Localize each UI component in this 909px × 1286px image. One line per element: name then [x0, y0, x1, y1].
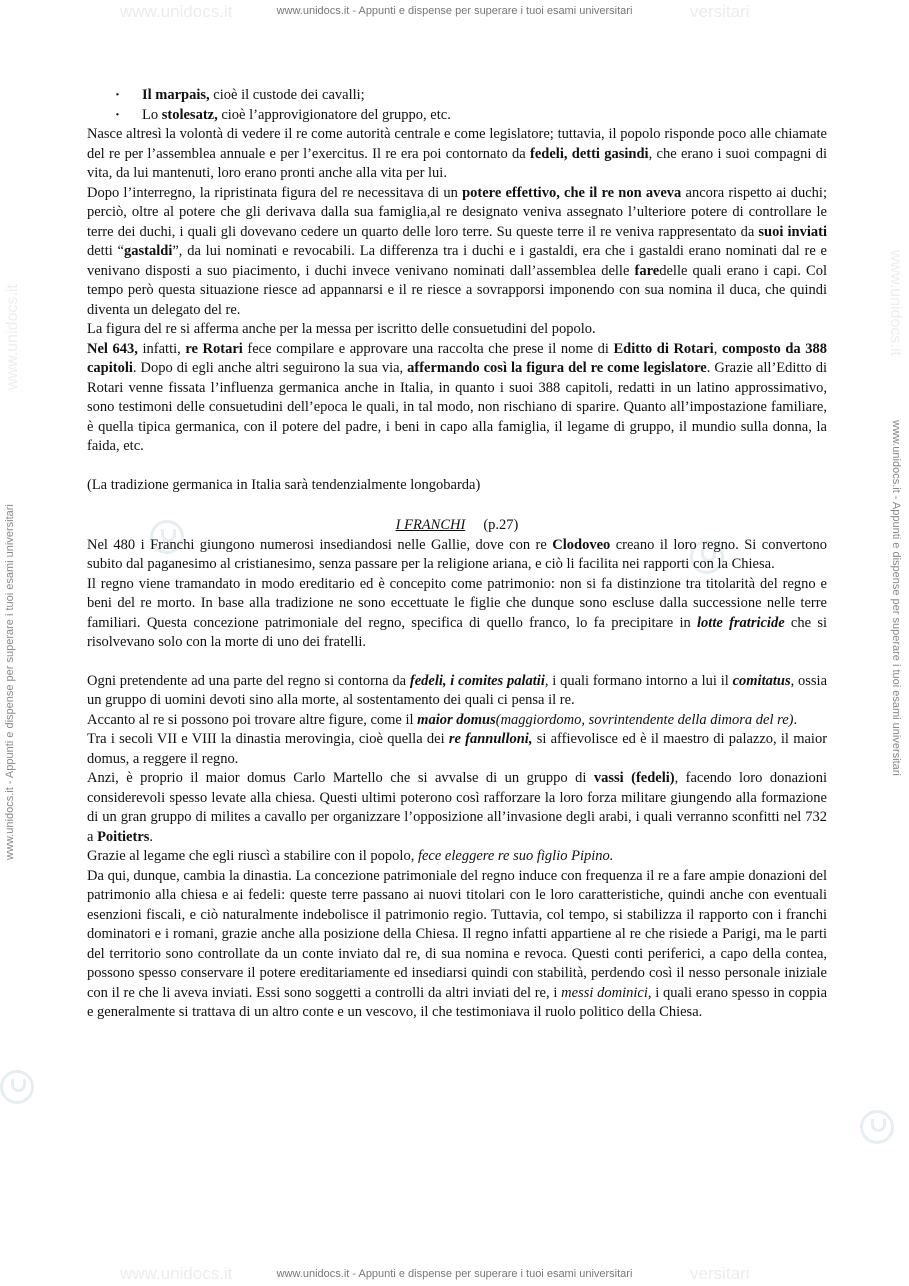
- paragraph: Ogni pretendente ad una parte del regno si contorna da fedeli, i comites palatii, i quali formano intorno a lui il comitatus, ossia un gruppo di uomini devoti sino alla morte, al sostentamento dei quali ci pensa il re.: [87, 672, 828, 708]
- paragraph: La figura del re si afferma anche per la messa per iscritto delle consuetudini del popolo.: [87, 321, 596, 337]
- paragraph: Da qui, dunque, cambia la dinastia. La concezione patrimoniale del regno induce con frequenza il re a fare ampie donazioni del patrimonio alla chiesa e ai fedeli: queste terre passano ai nuovi titolari con le loro caratteristiche, quindi anche con eventuali esenzioni fiscali, e ciò naturalmente indebolisce il patrimonio regio. Tuttavia, col tempo, si stabilizza il rapporto con i franchi dominatori e i romani, grazie anche alla posizione della Chiesa. Il regno infatti appartiene al re che risiede a Parigi, ma le parti del territorio sono controllate da un conte inviato dal re, di sua nomina e revoca. Questi conti periferici, a capo della contea, possono spesso conservare il potere ereditariamente ed insediarsi quindi con stabilità, perdendo così il nesso personale iniziale con il re che li aveva inviati. Essi sono soggetti a controlli da altri inviati del re, i messi dominici, i quali erano spesso in coppia e generalmente si trattava di un altro conte e un vescovo, il che testimoniava il ruolo politico della Chiesa.: [87, 867, 828, 1020]
- watermark-top: www.unidocs.it - Appunti e dispense per superare i tuoi esami universitari: [276, 5, 633, 17]
- list-item: · Il marpais, cioè il custode dei cavalli;: [87, 86, 827, 106]
- paragraph: Nasce altresì la volontà di vedere il re come autorità centrale e come legislatore; tuttavia, il popolo risponde poco alle chiamate del re per l’assemblea annuale e per l’exercitus. Il re era poi contornato da fedeli, detti gasindi, che erano i suoi compagni di vita, da lui mantenuti, loro erano pronti anche alla vita per lui.: [87, 126, 827, 181]
- paragraph: Accanto al re si possono poi trovare altre figure, come il maior domus(maggiordomo, sovrintendente della dimora del re).: [87, 711, 798, 728]
- paragraph: Grazie al legame che egli riuscì a stabilire con il popolo, fece eleggere re suo figlio Pipino.: [87, 848, 614, 864]
- unidocs-logo-icon: [860, 1110, 894, 1144]
- paragraph: Dopo l’interregno, la ripristinata figura del re necessitava di un potere effettivo, che il re non aveva ancora rispetto ai duchi; perciò, oltre al potere che gli derivava dalla sua famiglia,al re designato veniva assegnato l’ulteriore potere di controllare le terre dei duchi, i quali gli dovevano cedere un quarto delle loro terre. Su queste terre il re veniva rappresentato da suoi inviati detti “gastaldi”, da lui nominati e revocabili. La differenza tra i duchi e i gastaldi, era che i gastaldi erano nominati dal re e venivano disposti a suo piacimento, i duchi invece venivano nominati dall’assemblea delle faredelle quali erano i capi. Col tempo però questa situazione riesce ad appannarsi e il re riesce a sovrapporsi imponendo con sua nomina il duca, che quindi diventa un delegato del re.: [87, 184, 827, 318]
- watermark-ghost-bottom-left: www.unidocs.it: [120, 1264, 233, 1283]
- section-heading: [87, 516, 827, 536]
- list-item: · Lo stolesatz, cioè l’approvigionatore del gruppo, etc.: [87, 106, 827, 126]
- watermark-right: www.unidocs.it - Appunti e dispense per superare i tuoi esami universitari: [890, 420, 902, 776]
- watermark-bottom: www.unidocs.it - Appunti e dispense per superare i tuoi esami universitari: [276, 1268, 633, 1280]
- unidocs-logo-icon: [0, 1070, 34, 1104]
- page-reference: (p.27): [483, 517, 519, 533]
- section-title: I FRANCHI: [395, 517, 466, 533]
- watermark-ghost-top-right: versitari: [690, 2, 750, 21]
- watermark-ghost-left-side: www.unidocs.it: [4, 284, 21, 390]
- watermark-ghost-bottom-right: versitari: [690, 1264, 750, 1283]
- paragraph: Tra i secoli VII e VIII la dinastia merovingia, cioè quella dei re fannulloni, si affievolisce ed è il maestro di palazzo, il maior domus, a reggere il regno.: [87, 731, 828, 767]
- note: (La tradizione germanica in Italia sarà tendenzialmente longobarda): [87, 476, 481, 493]
- bullet-list: [87, 86, 827, 125]
- paragraph: Nel 480 i Franchi giungono numerosi insediandosi nelle Gallie, dove con re Clodoveo creano il loro regno. Si convertono subito dal paganesimo al cristianesimo, senza passare per la religione ariana, e ciò li facilita nei rapporti con la Chiesa.: [87, 536, 827, 572]
- watermark-ghost-top-left: www.unidocs.it: [120, 2, 233, 21]
- paragraph: Anzi, è proprio il maior domus Carlo Martello che si avvalse di un gruppo di vassi (fedeli), facendo loro donazioni considerevoli spesso levate alla chiesa. Questi ultimi poterono così rafforzare la loro forza militare giungendo alla formazione di un gran gruppo di milites a cavallo per organizzare l’opposizione all’invasione degli arabi, i quali verranno sconfitti nel 732 a Poitietrs.: [87, 770, 827, 845]
- paragraph: Il regno viene tramandato in modo ereditario ed è concepito come patrimonio: non si fa distinzione tra titolarità del regno e beni del re morto. In base alla tradizione ne sono eccettuate le figlie che dunque sono escluse dalla successione nelle terre familiari. Questa concezione patrimoniale del regno, specifica di quello franco, lo fa precipitare in lotte fratricide che si risolvevano solo con la morte di uno dei fratelli.: [87, 575, 828, 650]
- paragraph: Nel 643, infatti, re Rotari fece compilare e approvare una raccolta che prese il nome di Editto di Rotari, composto da 388 capitoli. Dopo di egli anche altri seguirono la sua via, affermando così la figura del re come legislatore. Grazie all’Editto di Rotari venne fissata l’influenza germanica anche in Italia, in quanto i suoi 388 capitoli, redatti in un latino approssimativo, sono testimoni delle consuetudini dell’epoca le quali, in tal modo, non rischiano di sparire. Quanto all’impostazione familiare, è quella tipica germanica, con il potere del padre, i beni in capo alla famiglia, il legame di gruppo, il mundio sulla donna, la faida, etc.: [87, 340, 828, 454]
- watermark-left: www.unidocs.it - Appunti e dispense per superare i tuoi esami universitari: [4, 504, 16, 860]
- document-body: [87, 86, 827, 1023]
- watermark-ghost-right-side: www.unidocs.it: [887, 250, 904, 356]
